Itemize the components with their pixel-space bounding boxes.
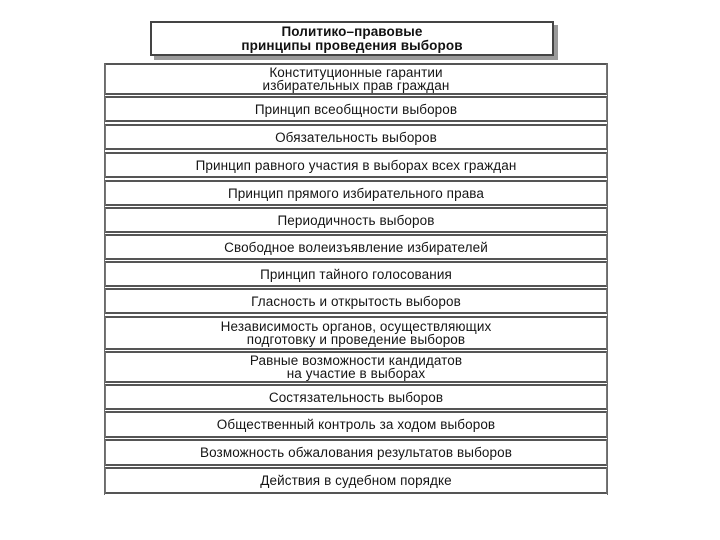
principle-box-periodicity	[105, 207, 607, 233]
principle-label: Независимость органов, осуществляющих подготовку и проведение выборов	[220, 319, 492, 347]
principle-label: Принцип равного участия в выборах всех граждан	[195, 157, 517, 173]
principle-label: Возможность обжалования результатов выборов	[199, 445, 513, 460]
principle-label: Общественный контроль за ходом выборов	[216, 417, 496, 432]
principle-box-openness	[105, 288, 607, 314]
principle-label: Обязательность выборов	[275, 129, 437, 145]
principle-label: Принцип прямого избирательного права	[227, 185, 485, 201]
principle-box-public-control	[105, 411, 607, 438]
principle-label: Периодичность выборов	[277, 212, 435, 228]
principle-label: Гласность и открытость выборов	[251, 293, 461, 309]
principle-box-secret-ballot	[105, 261, 607, 287]
principle-label: Принцип тайного голосования	[260, 266, 452, 282]
principle-box-obligatory	[105, 124, 607, 150]
principle-box-constitutional-guarantees	[105, 63, 607, 95]
principle-box-appeal	[105, 439, 607, 466]
principle-label: Состязательность выборов	[268, 389, 444, 405]
principle-box-judicial-actions	[105, 467, 607, 494]
principle-box-direct-suffrage	[105, 180, 607, 206]
principle-label: Принцип всеобщности выборов	[254, 101, 458, 117]
principle-label: Действия в судебном порядке	[260, 473, 452, 488]
diagram-title-text: Политико–правовые принципы проведения выборов	[241, 23, 463, 53]
principle-label: Свободное волеизъявление избирателей	[224, 239, 488, 255]
principle-box-universality	[105, 96, 607, 122]
principle-box-equal-participation	[105, 152, 607, 178]
principle-label: Конституционные гарантии избирательных прав граждан	[262, 65, 450, 93]
principle-box-equal-opportunities	[105, 351, 607, 383]
principle-label: Равные возможности кандидатов на участие в выборах	[249, 353, 463, 381]
principle-box-independence	[105, 316, 607, 350]
principle-box-free-will	[105, 234, 607, 260]
principle-box-competitiveness	[105, 384, 607, 410]
diagram-title	[150, 21, 554, 56]
